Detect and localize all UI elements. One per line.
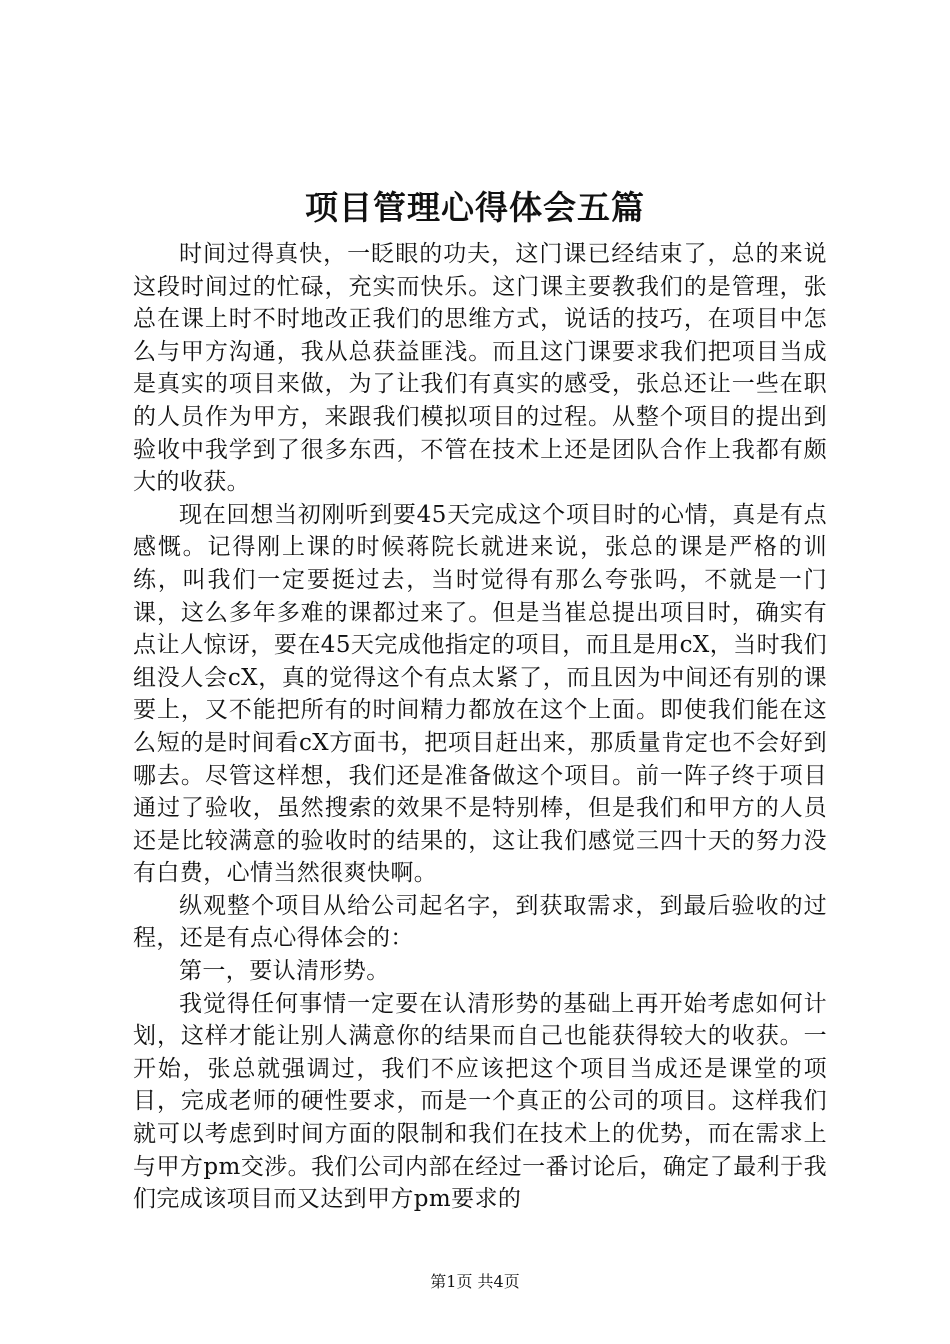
paragraph-heading: 第一，要认清形势。 bbox=[179, 958, 390, 985]
paragraph: 时间过得真快，一眨眼的功夫，这门课已经结束了，总的来说这段时间过的忙碌，充实而快乐。这门课主要教我们的是管理，张总在课上时不时地改正我们的思维方式，说话的技巧，在项目中怎么与甲方沟通，我从总获益匪浅。而且这门课要求我们把项目当成是真实的项目来做，为了让我们有真实的感受，张总还让一些在职的人员作为甲方，来跟我们模拟项目的过程。从整个项目的提出到验收中我学到了很多东西，不管在技术上还是团队合作上我都有颇大的收获。 bbox=[133, 241, 827, 496]
paragraph: 纵观整个项目从给公司起名字，到获取需求，到最后验收的过程，还是有点心得体会的： bbox=[133, 892, 827, 952]
document-title: 项目管理心得体会五篇 bbox=[305, 188, 645, 227]
paragraph: 我觉得任何事情一定要在认清形势的基础上再开始考虑如何计划，这样才能让别人满意你的结果而自己也能获得较大的收获。一开始，张总就强调过，我们不应该把这个项目当成还是课堂的项目，完成老师的硬性要求，而是一个真正的公司的项目。这样我们就可以考虑到时间方面的限制和我们在技术上的优势，而在需求上与甲方pm交涉。我们公司内部在经过一番讨论后，确定了最利于我们完成该项目而又达到甲方pm要求的 bbox=[133, 990, 827, 1213]
document-body bbox=[133, 238, 827, 1216]
page-footer: 第1页 共4页 bbox=[430, 1272, 520, 1291]
paragraph: 现在回想当初刚听到要45天完成这个项目时的心情，真是有点感慨。记得刚上课的时候蒋院长就进来说，张总的课是严格的训练，叫我们一定要挺过去，当时觉得有那么夸张吗，不就是一门课，这么多年多难的课都过来了。但是当崔总提出项目时，确实有点让人惊讶，要在45天完成他指定的项目，而且是用cX，当时我们组没人会cX，真的觉得这个有点太紧了，而且因为中间还有别的课要上，又不能把所有的时间精力都放在这个上面。即使我们能在这么短的是时间看cX方面书，把项目赶出来，那质量肯定也不会好到哪去。尽管这样想，我们还是准备做这个项目。前一阵子终于项目通过了验收，虽然搜索的效果不是特别棒，但是我们和甲方的人员还是比较满意的验收时的结果的，这让我们感觉三四十天的努力没有白费，心情当然很爽快啊。 bbox=[133, 501, 827, 887]
